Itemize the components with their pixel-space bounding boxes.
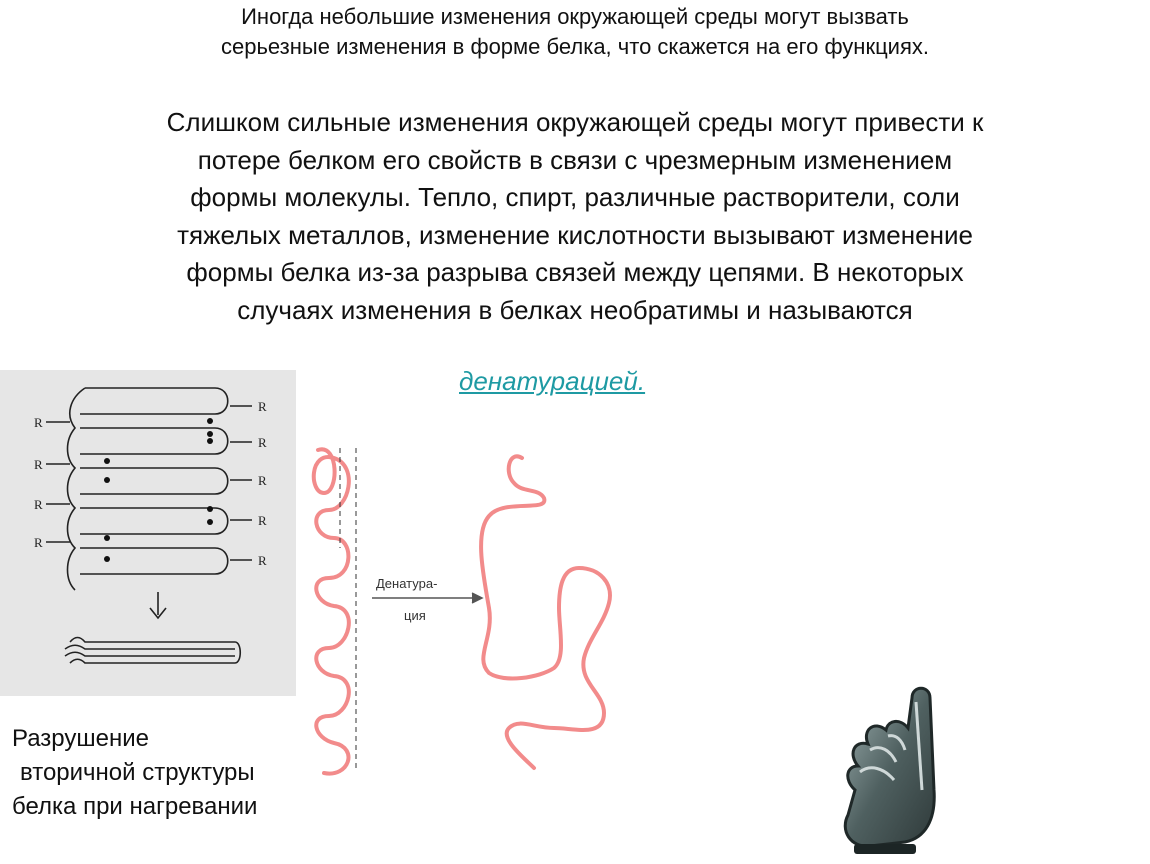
r-label: R [258,473,267,488]
beta-sheet-diagram [0,370,296,696]
arrow-label-line2: ция [404,608,426,623]
r-label: R [34,415,43,430]
pointing-hand-icon [830,680,950,860]
main-line: формы молекулы. Тепло, спирт, различные растворители, соли [190,182,960,212]
alpha-helix [314,449,349,773]
caption-line: белка при нагревании [12,793,258,820]
caption-line: Разрушение [12,725,149,752]
random-coil [481,456,610,768]
arrow-label-line1: Денатура- [376,576,438,591]
main-line: потере белком его свойств в связи с чрезмерным изменением [197,144,953,175]
main-line: случаях изменения в белках необратимы и называются [237,294,913,325]
intro-line: серьезные изменения в форме белка, что скажется на его функциях. [221,34,929,59]
r-label: R [258,553,267,568]
caption-line: вторичной структуры [20,759,255,786]
denaturation-link[interactable]: денатурацией. [459,366,646,396]
r-label: R [34,457,43,472]
intro-line: Иногда небольшие изменения окружающей среды могут вызвать [241,4,909,29]
main-text [50,104,1100,329]
r-label: R [258,435,267,450]
intro-text [60,2,1090,62]
r-label: R [258,513,267,528]
main-line: формы белка из-за разрыва связей между цепями. В некоторых [186,257,964,287]
main-line: Слишком сильные изменения окружающей среды могут привести к [166,107,984,137]
r-label: R [34,497,43,512]
denaturation-diagram [304,438,614,783]
diagram-caption [0,722,310,824]
beta-sheet-svg [0,370,296,696]
r-label: R [258,399,267,414]
denaturation-arrow [372,593,482,603]
r-label: R [34,535,43,550]
main-line: тяжелых металлов, изменение кислотности вызывают изменение [177,219,973,250]
